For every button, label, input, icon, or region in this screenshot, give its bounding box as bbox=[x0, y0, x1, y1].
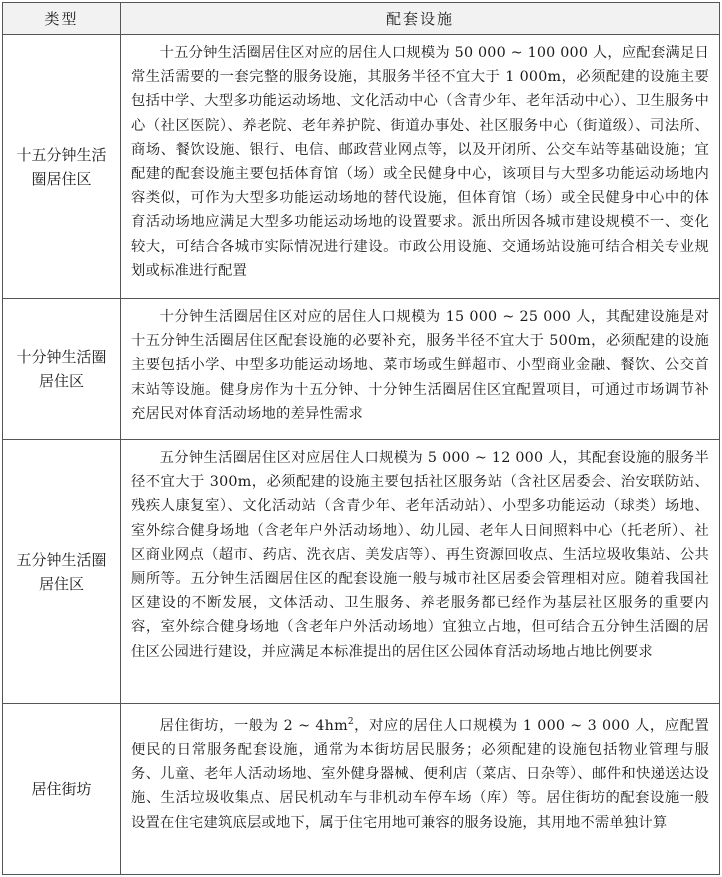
desc-paragraph: 十分钟生活圈居住区对应的居住人口规模为 15 000 ~ 25 000 人，其配建设施是对十五分钟生活圈居住区配套设施的必要补充，服务半径不宜大于 500m，必须配建的设施主要包括小学、中型多功能运动场地、菜市场或生鲜超市、小型商业金融、餐饮、公交首末站等设施。健身房作为十五分钟、十分钟生活圈居住区宜配置项目，可通过市场调节补充居民对体育活动场地的差异性需求 bbox=[131, 309, 709, 422]
row-desc-10min bbox=[121, 299, 720, 440]
header-facilities: 配套设施 bbox=[121, 3, 720, 35]
row-type-block: 居住街坊 bbox=[3, 704, 121, 875]
table-row bbox=[3, 704, 720, 875]
table-row bbox=[3, 440, 720, 704]
desc-paragraph: 十五分钟生活圈居住区对应的居住人口规模为 50 000 ~ 100 000 人，应配套满足日常生活需要的一套完整的服务设施，其服务半径不宜大于 1 000m，必须配建的设施主要包括中学、大型多功能运动场地、文化活动中心（含青少年、老年活动中心）、卫生服务中心（社区医院）、养老院、老年养护院、街道办事处、社区服务中心（街道级）、司法所、商场、餐饮设施、银行、电信、邮政营业网点等，以及开闭所、公交车站等基础设施；宜配建的配套设施主要包括体育馆（场）或全民健身中心，该项目与大型多功能运动场地内容类似，可作为大型多功能运动场地的替代设施，但体育馆（场）或全民健身中心中的体育活动场地应满足大型多功能运动场地的设置要求。派出所因各城市建设规模不一、变化较大，可结合各城市实际情况进行建设。市政公用设施、交通场站设施可结合相关专业规划或标准进行配置 bbox=[131, 45, 709, 279]
row-desc-5min bbox=[121, 440, 720, 704]
header-type: 类型 bbox=[3, 3, 121, 35]
row-desc-block bbox=[121, 704, 720, 875]
area-unit-superscript: 2 bbox=[347, 717, 354, 727]
desc-paragraph: 五分钟生活圈居住区对应居住人口规模为 5 000 ~ 12 000 人，其配套设施的服务半径不宜大于 300m，必须配建的设施主要包括社区服务站（含社区居委会、治安联防站、残疾人康复室）、文化活动站（含青少年、老年活动站）、小型多功能运动（球类）场地、室外综合健身场地（含老年户外活动场地）、幼儿园、老年人日间照料中心（托老所）、社区商业网点（超市、药店、洗衣店、美发店等）、再生资源回收点、生活垃圾收集站、公共厕所等。五分钟生活圈居住区的配套设施一般与城市社区居委会管理相对应。随着我国社区建设的不断发展，文体活动、卫生服务、养老服务都已经作为基层社区服务的重要内容，室外综合健身场地（含老年户外活动场地）宜独立占地，但可结合五分钟生活圈的居住区公园进行建设，并应满足本标准提出的居住区公园体育活动场地占地比例要求 bbox=[131, 450, 709, 660]
table-row bbox=[3, 299, 720, 440]
table-header-row bbox=[3, 3, 720, 35]
row-type-10min: 十分钟生活圈居住区 bbox=[3, 299, 121, 440]
row-desc-15min bbox=[121, 35, 720, 299]
facilities-table bbox=[2, 2, 720, 875]
desc-text-start: 居住街坊，一般为 2 ~ 4hm bbox=[159, 717, 348, 734]
row-type-5min: 五分钟生活圈居住区 bbox=[3, 440, 121, 704]
desc-paragraph bbox=[131, 710, 709, 835]
row-type-15min: 十五分钟生活圈居住区 bbox=[3, 35, 121, 299]
desc-text-rest: ，对应的居住人口规模为 1 000 ~ 3 000 人，应配置便民的日常服务配套设施，通常为本街坊居民服务；必须配建的设施包括物业管理与服务、儿童、老年人活动场地、室外健身器械、便利店（菜店、日杂等）、邮件和快递送达设施、生活垃圾收集点、居民机动车与非机动车停车场（库）等。居住街坊的配套设施一般设置在住宅建筑底层或地下，属于住宅用地可兼容的服务设施，其用地不需单独计算 bbox=[131, 717, 709, 831]
table-row bbox=[3, 35, 720, 299]
